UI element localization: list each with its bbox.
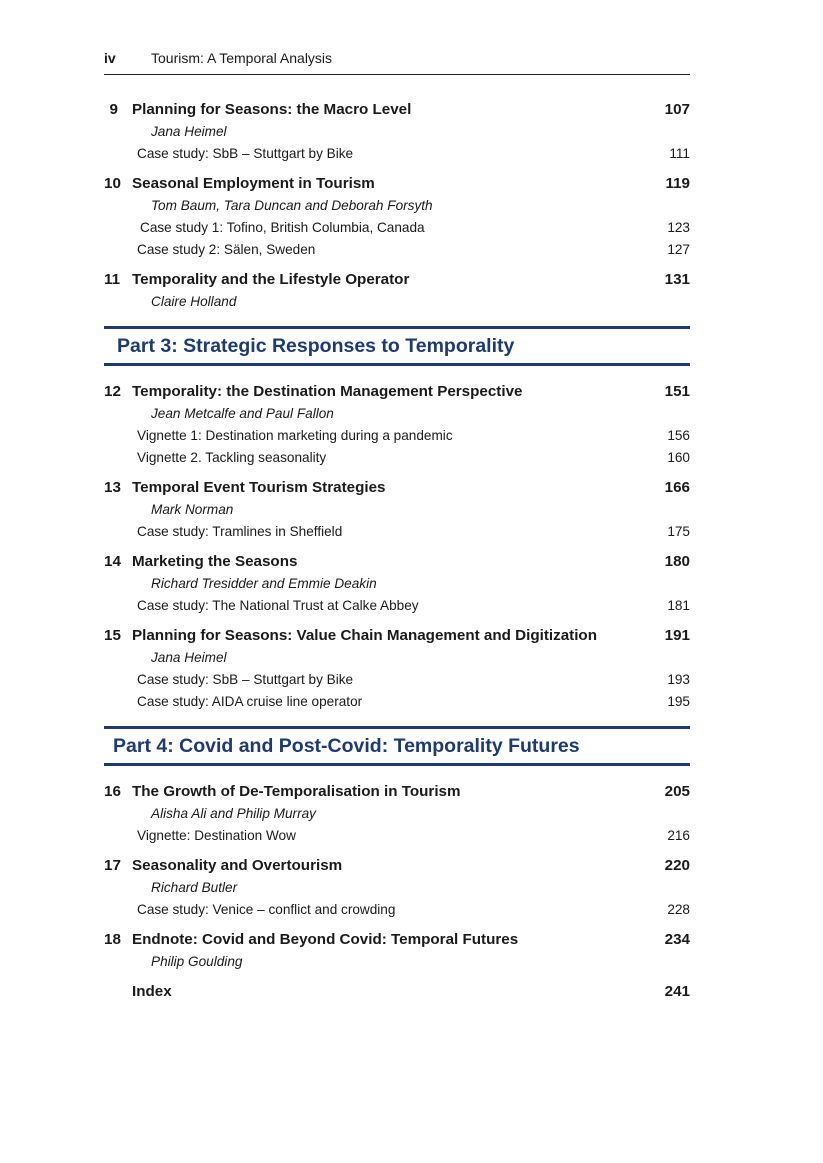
case-study-page: 111	[669, 146, 690, 161]
chapter-page: 107	[664, 101, 690, 118]
chapter-number-text: 16	[104, 783, 121, 800]
chapter-title: Planning for Seasons: Value Chain Management and Digitization	[132, 627, 597, 644]
case-study-page: 195	[667, 694, 690, 709]
chapter-number-text: 18	[104, 931, 121, 948]
chapter-title: Seasonality and Overtourism	[132, 857, 343, 874]
chapter-number	[104, 99, 132, 121]
chapter-author: Mark Norman	[151, 502, 234, 517]
chapter-number-text: 15	[104, 627, 121, 644]
case-study-page: 228	[667, 902, 690, 917]
case-study-page: 193	[667, 672, 690, 687]
chapter-heading-row	[104, 625, 690, 647]
chapter-title: Marketing the Seasons	[132, 553, 298, 570]
chapter-entry	[104, 269, 690, 313]
chapter-page: 191	[664, 627, 690, 644]
chapter-entry	[104, 99, 690, 165]
case-study-row	[104, 521, 690, 543]
case-study-page: 127	[667, 242, 690, 257]
case-study-title: Case study 2: Sälen, Sweden	[137, 242, 316, 257]
chapter-page: 205	[664, 783, 690, 800]
chapter-author: Claire Holland	[151, 294, 237, 309]
case-study-row	[104, 447, 690, 469]
chapter-author: Philip Goulding	[151, 954, 243, 969]
case-study-title: Vignette 1: Destination marketing during a pandemic	[137, 428, 453, 443]
case-study-row	[104, 825, 690, 847]
chapter-title: The Growth of De-Temporalisation in Tourism	[132, 783, 461, 800]
chapter-page: 180	[664, 553, 690, 570]
part-heading-3: Part 3: Strategic Responses to Temporality	[104, 326, 690, 366]
chapter-entry	[104, 477, 690, 543]
chapter-number	[104, 781, 132, 803]
case-study-title: Vignette 2. Tackling seasonality	[137, 450, 327, 465]
chapter-title: Temporality: the Destination Management Perspective	[132, 383, 523, 400]
chapter-entry	[104, 173, 690, 261]
case-study-title: Case study: SbB – Stuttgart by Bike	[137, 146, 354, 161]
chapter-entry	[104, 781, 690, 847]
chapter-author: Tom Baum, Tara Duncan and Deborah Forsyth	[151, 198, 433, 213]
chapter-number-text: 10	[104, 175, 121, 192]
case-study-row	[104, 425, 690, 447]
chapter-page: 234	[664, 931, 690, 948]
chapter-number	[104, 477, 132, 499]
case-study-title: Case study: The National Trust at Calke Abbey	[137, 598, 419, 613]
chapter-author: Jana Heimel	[151, 124, 227, 139]
case-study-row	[104, 143, 690, 165]
chapter-entry	[104, 625, 690, 713]
chapter-page: 131	[664, 271, 690, 288]
chapter-page: 151	[664, 383, 690, 400]
index-page: 241	[664, 983, 690, 1000]
case-study-row	[104, 217, 690, 239]
case-study-row	[104, 691, 690, 713]
chapter-list-part3	[104, 381, 690, 713]
case-study-row	[104, 899, 690, 921]
case-study-row	[104, 595, 690, 617]
chapter-entry	[104, 929, 690, 973]
chapter-heading-row	[104, 477, 690, 499]
chapter-number-text: 11	[104, 271, 121, 288]
chapter-author: Alisha Ali and Philip Murray	[151, 806, 316, 821]
chapter-page: 119	[665, 175, 690, 192]
case-study-row	[104, 239, 690, 261]
case-study-page: 123	[667, 220, 690, 235]
chapter-entry	[104, 855, 690, 921]
chapter-list-part4	[104, 781, 690, 973]
case-study-page: 160	[667, 450, 690, 465]
case-study-title: Case study: AIDA cruise line operator	[137, 694, 363, 709]
chapter-author: Richard Butler	[151, 880, 238, 895]
chapter-title: Endnote: Covid and Beyond Covid: Temporal Futures	[132, 931, 519, 948]
chapter-number	[104, 625, 132, 647]
case-study-title: Case study 1: Tofino, British Columbia, Canada	[140, 220, 425, 235]
chapter-number	[104, 381, 132, 403]
chapter-number	[104, 269, 132, 291]
chapter-heading-row	[104, 855, 690, 877]
book-title: Tourism: A Temporal Analysis	[151, 50, 333, 66]
toc-page	[104, 50, 690, 1003]
index-title: Index	[132, 983, 172, 1000]
chapter-page: 166	[664, 479, 690, 496]
chapter-number	[104, 855, 132, 877]
case-study-page: 156	[667, 428, 690, 443]
chapter-page: 220	[664, 857, 690, 874]
chapter-author: Jana Heimel	[151, 650, 227, 665]
chapter-heading-row	[104, 99, 690, 121]
case-study-row	[104, 669, 690, 691]
chapter-heading-row	[104, 269, 690, 291]
part-heading-4: Part 4: Covid and Post-Covid: Temporality Futures	[104, 726, 690, 766]
case-study-title: Vignette: Destination Wow	[137, 828, 296, 843]
chapter-heading-row	[104, 929, 690, 951]
chapter-list-part2	[104, 99, 690, 313]
chapter-heading-row	[104, 551, 690, 573]
chapter-entry	[104, 551, 690, 617]
chapter-number	[104, 173, 132, 195]
case-study-title: Case study: Tramlines in Sheffield	[137, 524, 343, 539]
case-study-title: Case study: Venice – conflict and crowding	[137, 902, 396, 917]
chapter-title: Planning for Seasons: the Macro Level	[132, 101, 412, 118]
running-header	[104, 50, 690, 75]
chapter-number-text: 17	[104, 857, 121, 874]
chapter-title: Temporality and the Lifestyle Operator	[132, 271, 410, 288]
chapter-number	[104, 551, 132, 573]
case-study-page: 175	[667, 524, 690, 539]
page-folio: iv	[104, 50, 116, 66]
chapter-author: Richard Tresidder and Emmie Deakin	[151, 576, 377, 591]
chapter-heading-row	[104, 173, 690, 195]
chapter-author: Jean Metcalfe and Paul Fallon	[151, 406, 334, 421]
chapter-number-text: 12	[104, 383, 121, 400]
case-study-title: Case study: SbB – Stuttgart by Bike	[137, 672, 354, 687]
chapter-heading-row	[104, 781, 690, 803]
chapter-number	[104, 929, 132, 951]
chapter-title: Temporal Event Tourism Strategies	[132, 479, 386, 496]
chapter-number-text: 9	[109, 101, 118, 118]
chapter-number-text: 13	[104, 479, 121, 496]
chapter-entry	[104, 381, 690, 469]
chapter-number-text: 14	[104, 553, 121, 570]
case-study-page: 216	[667, 828, 690, 843]
index-entry	[104, 981, 690, 1003]
case-study-page: 181	[667, 598, 690, 613]
chapter-title: Seasonal Employment in Tourism	[132, 175, 375, 192]
chapter-heading-row	[104, 381, 690, 403]
